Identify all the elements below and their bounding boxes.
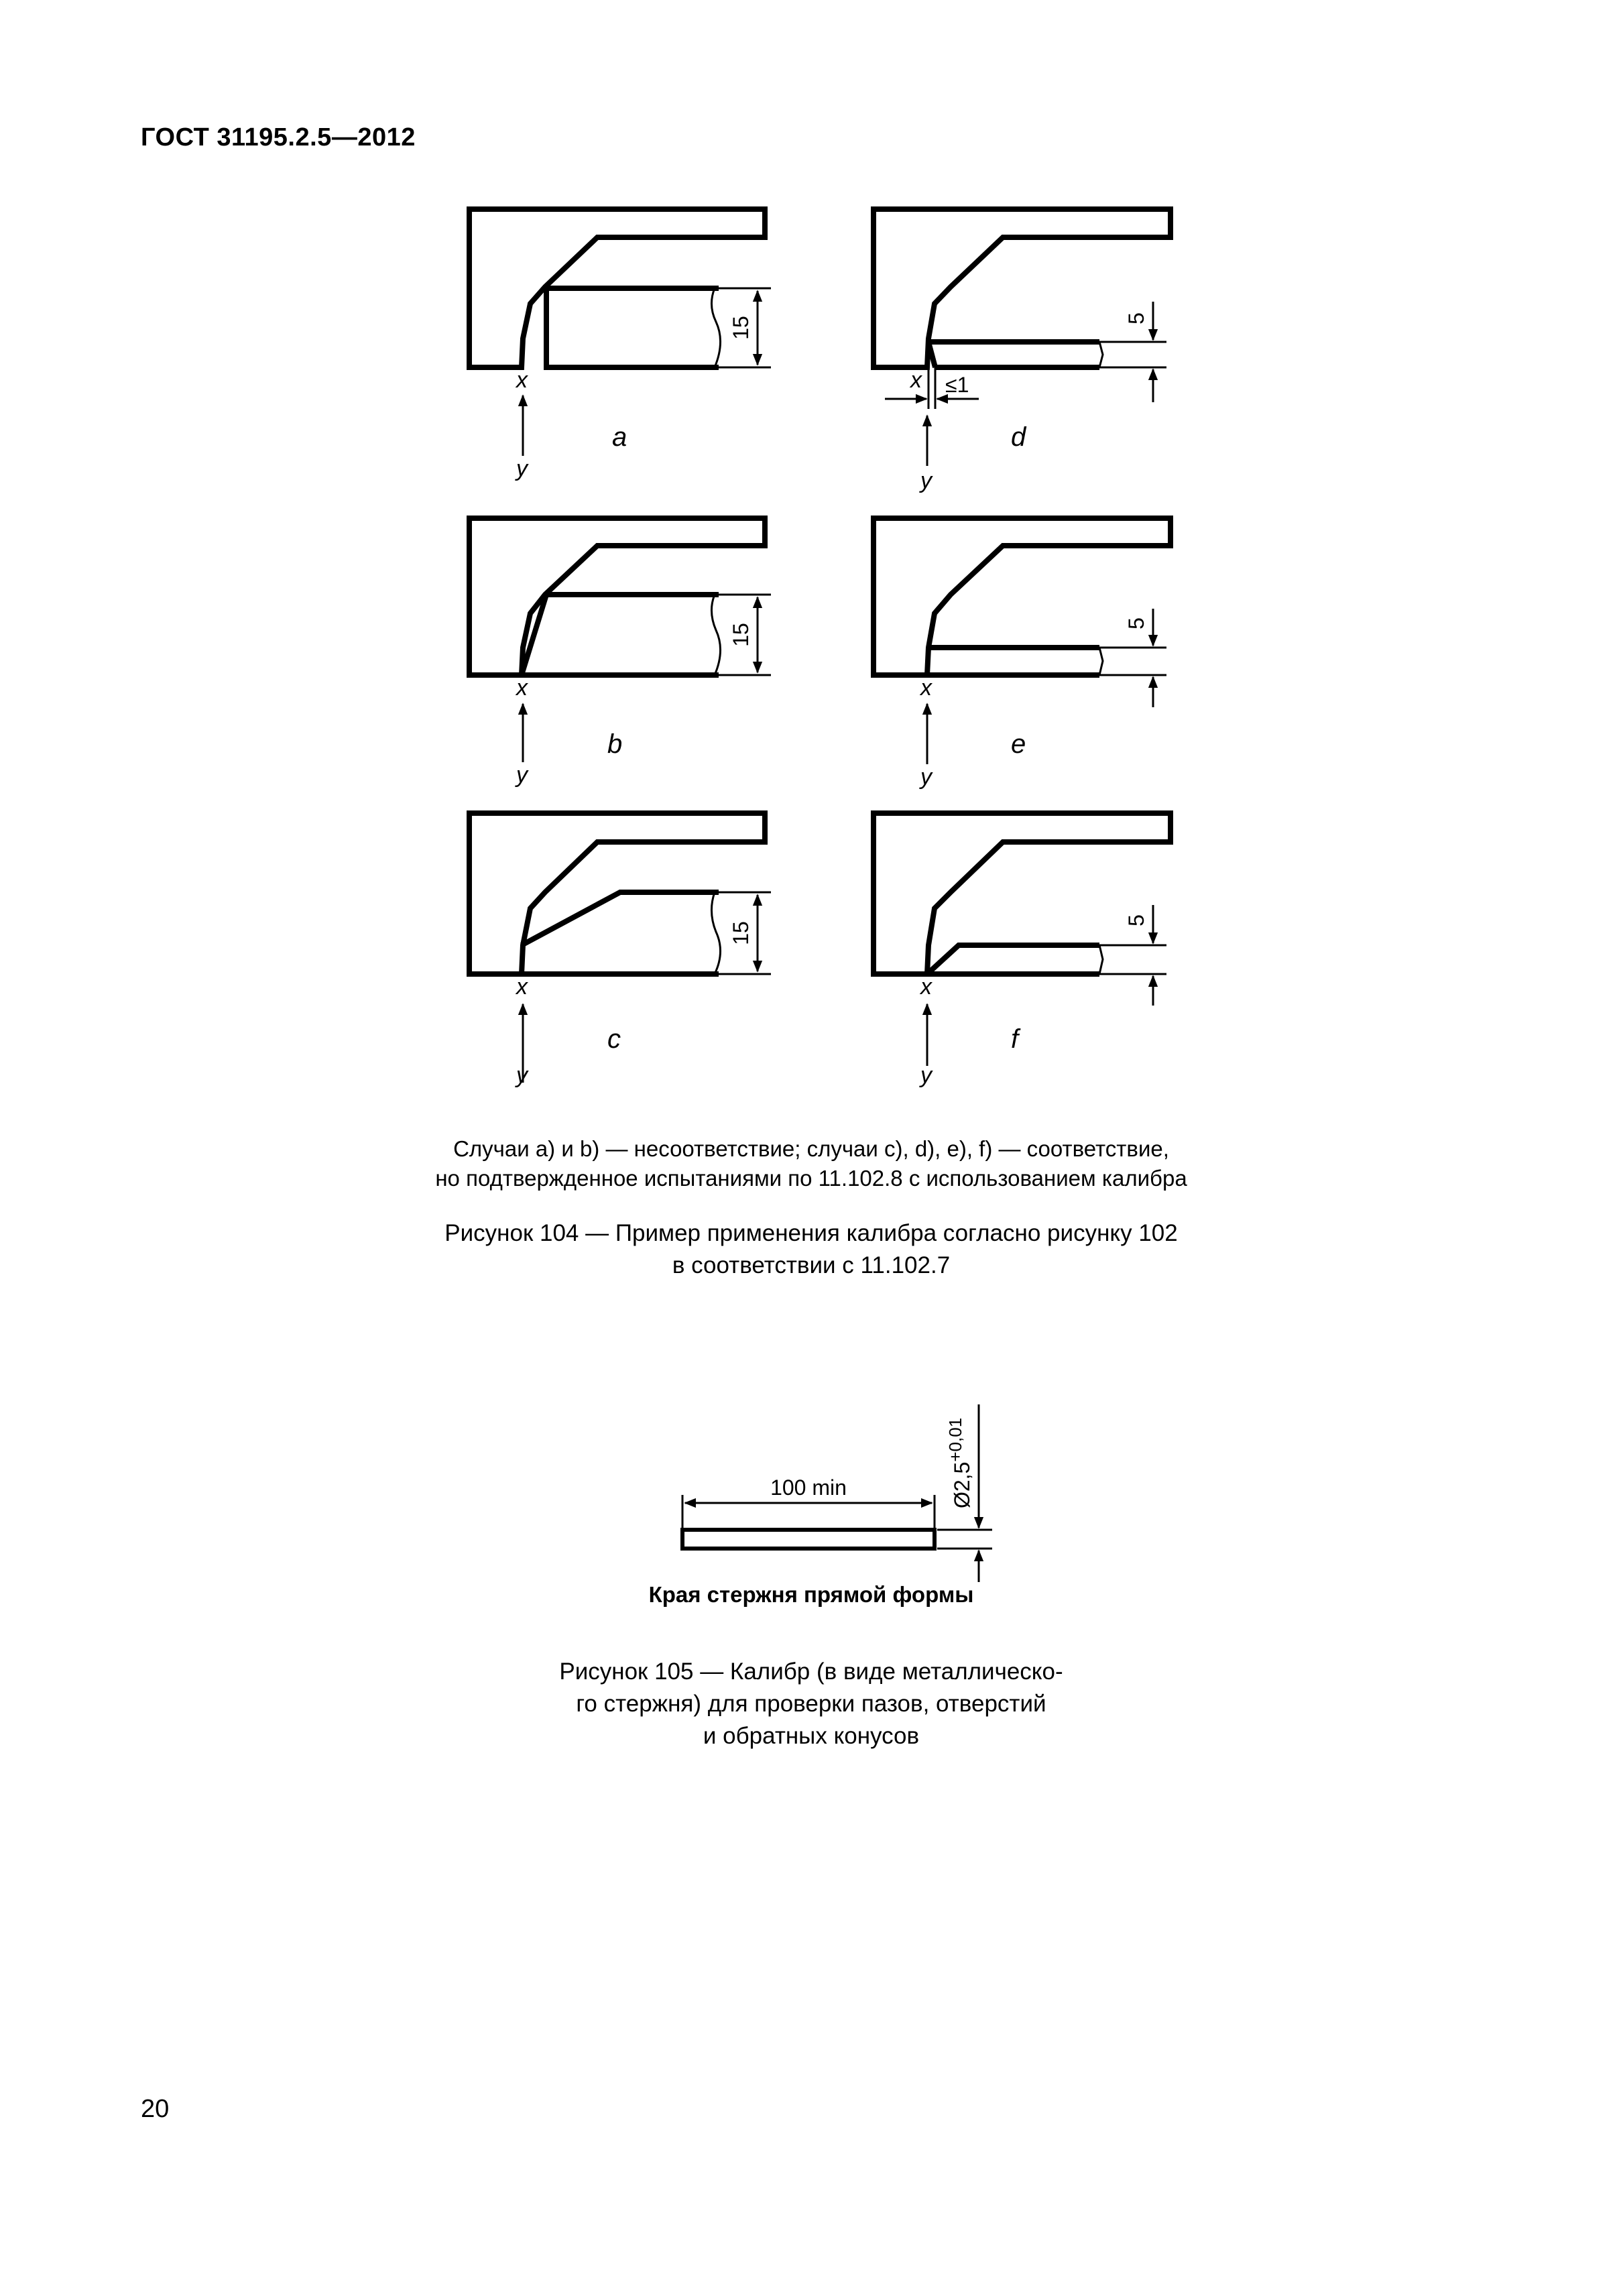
figure-105-title — [509, 1656, 1113, 1752]
panel-f — [874, 813, 1170, 1088]
figure-105-title-line1: Рисунок 105 — Калибр (в виде металлическо- — [559, 1658, 1063, 1685]
panel-d-y-label: y — [920, 468, 932, 493]
panel-d-label: d — [1011, 422, 1026, 452]
figure-105-rod-caption: Края стержня прямой формы — [648, 1582, 974, 1607]
panel-b-y-label: y — [516, 762, 528, 788]
panel-b-label: b — [607, 729, 623, 759]
panel-e-label: e — [1011, 729, 1026, 759]
figure-104-note — [375, 1134, 1247, 1193]
gauge-diameter-tolerance: +0,01 — [945, 1417, 965, 1462]
panel-f-x-label: x — [920, 974, 932, 1000]
figure-104-note-line2: но подтвержденное испытаниями по 11.102.8 с использованием калибра — [435, 1166, 1187, 1191]
panel-f-dimension: 5 — [1124, 914, 1148, 926]
figure-104-title-line2: в соответствии с 11.102.7 — [672, 1252, 951, 1278]
figure-104-drawing — [0, 0, 1623, 1140]
page-number: 20 — [141, 2095, 170, 2123]
panel-a-y-label: y — [516, 456, 528, 481]
figure-105-title-line2: го стержня) для проверки пазов, отверстий — [576, 1691, 1046, 1717]
panel-f-y-label: y — [920, 1063, 932, 1088]
panel-e-y-label: y — [920, 764, 932, 790]
figure-105-drawing — [0, 1374, 1623, 1616]
gauge-diameter-label: Ø2,5 — [950, 1461, 974, 1508]
figure-104-title — [375, 1217, 1247, 1282]
panel-d-dimension: 5 — [1124, 312, 1148, 324]
figure-105-title-line3: и обратных конусов — [703, 1723, 920, 1749]
document-header: ГОСТ 31195.2.5—2012 — [141, 123, 416, 152]
panel-c — [469, 813, 771, 1088]
panel-d-gap-dimension: ≤1 — [945, 373, 969, 397]
figure-104-title-line1: Рисунок 104 — Пример применения калибра согласно рисунку 102 — [444, 1220, 1178, 1246]
panel-e-x-label: x — [920, 675, 932, 701]
panel-d — [874, 209, 1170, 493]
panel-c-dimension: 15 — [729, 921, 753, 945]
panel-a — [469, 209, 771, 481]
gauge-rod — [682, 1530, 935, 1549]
panel-a-dimension: 15 — [729, 316, 753, 340]
panel-a-x-label: x — [516, 367, 528, 393]
panel-c-y-label: y — [516, 1063, 528, 1088]
panel-f-label: f — [1011, 1024, 1019, 1054]
figure-104-note-line1: Случаи a) и b) — несоответствие; случаи c), d), e), f) — соответствие, — [453, 1136, 1169, 1161]
panel-d-x-label: x — [910, 367, 922, 393]
panel-e-dimension: 5 — [1124, 617, 1148, 629]
panel-a-label: a — [612, 422, 627, 452]
panel-c-label: c — [607, 1024, 621, 1054]
gauge-length-label: 100 min — [770, 1475, 847, 1500]
svg-text:Ø2,5+0,01 — [945, 1418, 974, 1508]
panel-e — [874, 518, 1170, 790]
panel-b — [469, 518, 771, 788]
panel-c-x-label: x — [516, 974, 528, 1000]
panel-b-dimension: 15 — [729, 623, 753, 647]
panel-b-x-label: x — [516, 675, 528, 701]
